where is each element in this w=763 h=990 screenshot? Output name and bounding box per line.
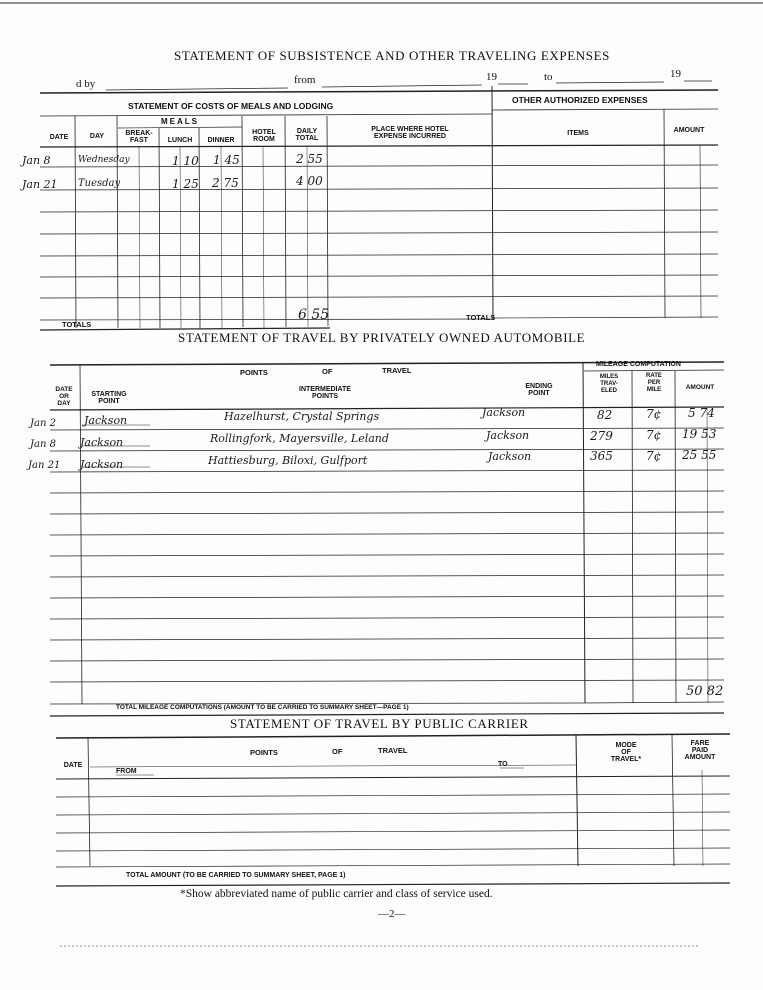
col-place-header: PLACE WHERE HOTEL EXPENSE INCURRED [371,126,449,140]
auto-row-1-date: Jan 2 [30,418,56,429]
auto-row-2-start: Jackson [80,436,124,449]
by-label: d by [76,78,96,90]
auto-col-amount-header: AMOUNT [685,384,715,391]
auto-row-2-date: Jan 8 [30,439,56,450]
col-amount-header: AMOUNT [673,127,705,134]
auto-row-3-amount: 25 55 [682,448,717,462]
carrier-to-label: TO [498,761,508,768]
auto-row-2-rate: 7¢ [646,428,662,442]
auto-row-1-end: Jackson [482,406,526,419]
meals-row-1-date: Jan 8 [22,154,51,167]
auto-total-label: TOTAL MILEAGE COMPUTATIONS (AMOUNT TO BE CARRIED TO SUMMARY SHEET—PAGE 1) [116,704,409,711]
auto-col-date-header: DATE OR DAY [55,386,73,407]
auto-row-3-start: Jackson [80,458,124,471]
page-title: STATEMENT OF SUBSISTENCE AND OTHER TRAVELING EXPENSES [174,48,610,63]
from-label: from [294,74,316,86]
col-day-header: DAY [89,133,105,140]
meals-daily-total: 6 55 [298,307,330,323]
auto-col-inter-header: INTERMEDIATE POINTS [299,386,351,400]
meals-totals-label-right: TOTALS [466,313,496,322]
auto-of-label: OF [322,367,333,376]
auto-row-1-miles: 82 [597,408,613,422]
carrier-of-label: OF [332,747,343,756]
meals-row-2-day: Tuesday [78,178,121,189]
carrier-col-fare-header: FARE PAID AMOUNT [684,740,716,761]
col-dinner-header: DINNER [207,137,235,144]
carrier-col-mode-header: MODE OF TRAVEL* [610,742,642,763]
col-hotel-header: HOTEL ROOM [252,129,276,143]
meals-row-2-daily: 4 00 [296,174,323,188]
carrier-from-label: FROM [116,768,137,775]
auto-row-2-amount: 19 53 [682,427,717,441]
col-meals-group: MEALS [161,117,199,126]
auto-row-1-start: Jackson [84,414,128,427]
meals-row-1-day: Wednesday [78,155,130,165]
meals-row-2-date: Jan 21 [22,178,58,191]
auto-row-1-amount: 5 74 [688,406,715,420]
carrier-travel-label: TRAVEL [378,746,408,755]
auto-col-miles-header: MILES TRAV- ELED [599,374,619,394]
meals-totals-label: TOTALS [62,320,92,329]
meals-row-2-lunch: 1 25 [172,177,199,191]
col-lunch-header: LUNCH [167,137,193,144]
carrier-section-title: STATEMENT OF TRAVEL BY PUBLIC CARRIER [230,716,529,731]
auto-section-title: STATEMENT OF TRAVEL BY PRIVATELY OWNED AUTOMOBILE [178,330,586,345]
auto-row-3-rate: 7¢ [646,449,662,463]
auto-points-label: POINTS [240,368,268,377]
meals-row-2-dinner: 2 75 [212,176,239,190]
col-date-header: DATE [49,134,69,141]
auto-row-3-end: Jackson [488,450,532,463]
year-label-2: 19 [670,68,681,80]
auto-col-end-header: ENDING POINT [525,383,553,397]
auto-row-3-miles: 365 [590,449,613,463]
meals-row-1-lunch: 1 10 [172,154,199,168]
meals-section-title: STATEMENT OF COSTS OF MEALS AND LODGING [128,101,334,111]
auto-row-3-date: Jan 21 [28,460,61,471]
footer-note: *Show abbreviated name of public carrier and class of service used. [180,888,493,900]
auto-row-3-inter: Hattiesburg, Biloxi, Gulfport [208,454,368,467]
auto-col-start-header: STARTING POINT [91,391,127,405]
auto-col-rate-header: RATE PER MILE [646,373,662,393]
auto-row-2-miles: 279 [590,429,613,443]
carrier-points-label: POINTS [250,748,278,757]
auto-row-1-inter: Hazelhurst, Crystal Springs [224,410,380,423]
col-daily-header: DAILY TOTAL [295,128,319,142]
other-expenses-title: OTHER AUTHORIZED EXPENSES [512,95,648,105]
page-number: —2— [378,908,406,920]
col-items-header: ITEMS [567,130,589,137]
meals-row-1-dinner: 1 45 [213,153,240,167]
carrier-col-date-header: DATE [63,762,83,769]
auto-total-amount: 50 82 [686,684,724,699]
meals-row-1-daily: 2 55 [296,152,323,166]
auto-row-2-end: Jackson [486,429,530,442]
auto-row-2-inter: Rollingfork, Mayersville, Leland [210,432,389,445]
to-label: to [544,71,553,83]
carrier-total-label: TOTAL AMOUNT (TO BE CARRIED TO SUMMARY SHEET, PAGE 1) [126,872,346,879]
auto-row-1-rate: 7¢ [646,407,662,421]
auto-travel-label: TRAVEL [382,366,412,375]
col-breakfast-header: BREAK- FAST [125,130,153,144]
mileage-computation-label: MILEAGE COMPUTATION [596,361,681,368]
year-label-1: 19 [486,71,497,83]
